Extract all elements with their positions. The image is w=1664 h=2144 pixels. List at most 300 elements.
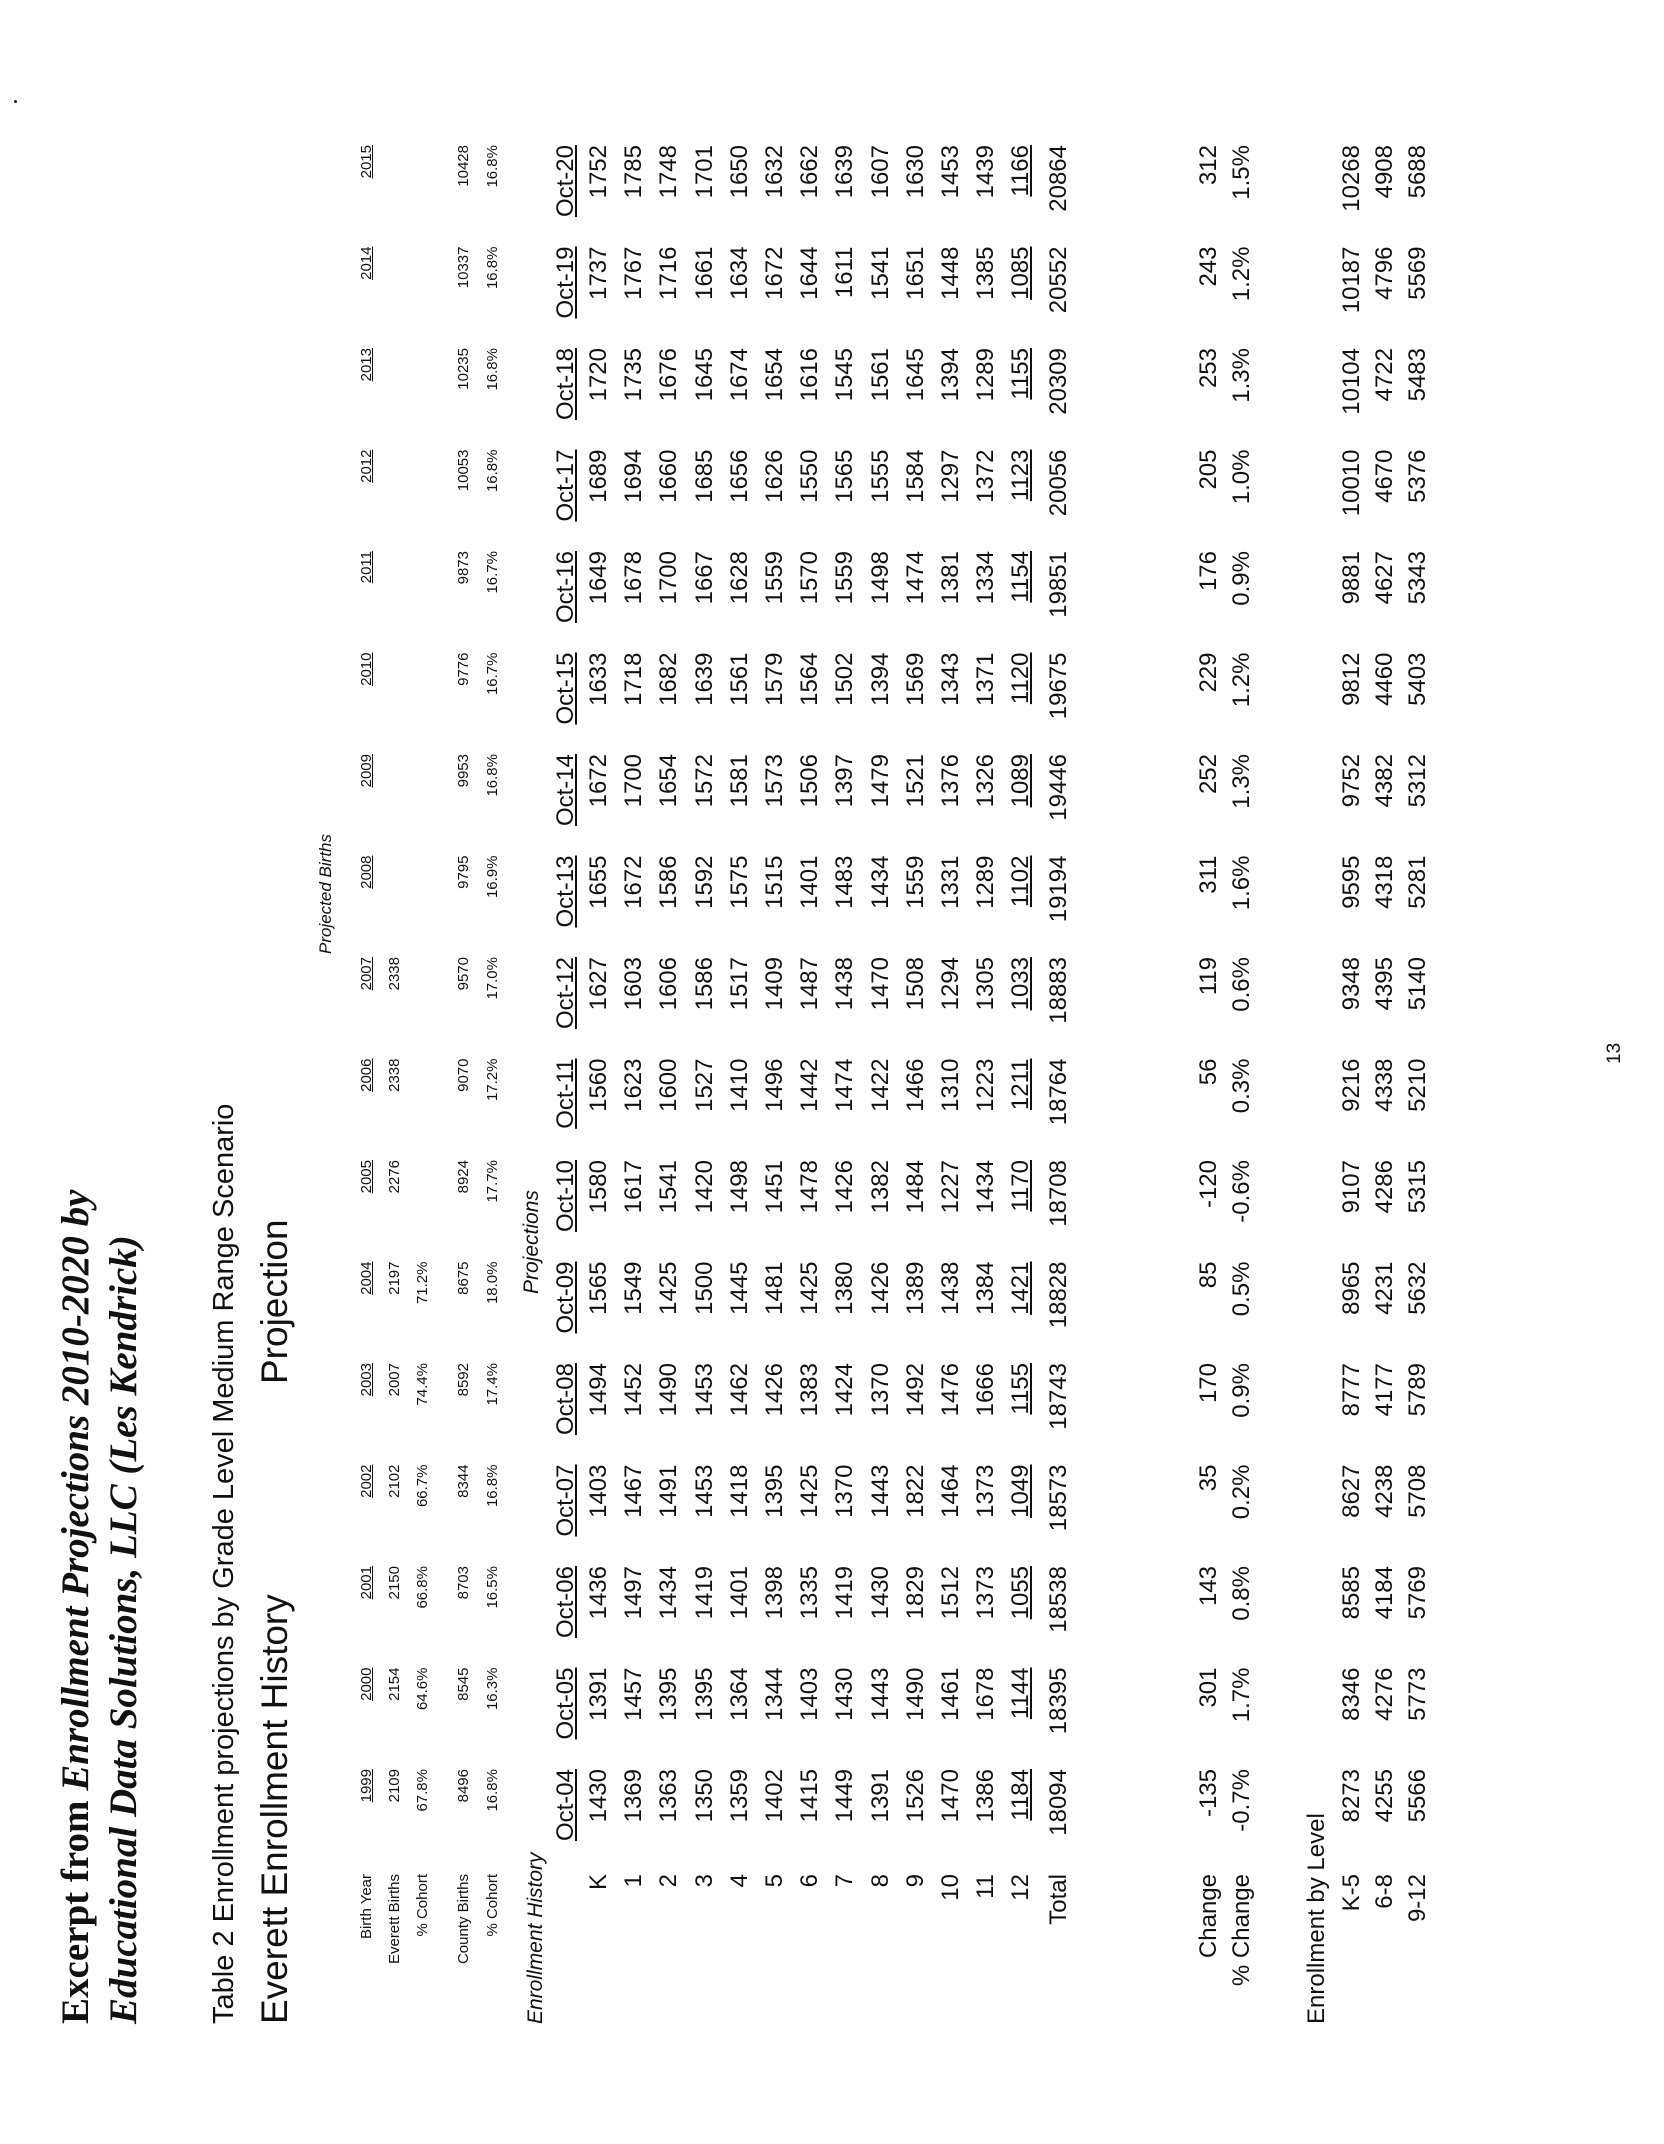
projection-heading: Projection (254, 1219, 295, 1384)
grade-row-cell: 1380 (831, 1261, 859, 1315)
grade-row-cell: 1335 (796, 1566, 824, 1620)
grade-row-cell: 1401 (796, 855, 824, 909)
grade-row-cell: 1606 (655, 957, 683, 1011)
grade-row-label: 2 (655, 1874, 683, 1888)
enrollment-columns-row-cell: Oct-11 (552, 1058, 579, 1129)
grade-row-cell: 1490 (655, 1363, 683, 1417)
grade-row-cell: 1461 (937, 1667, 964, 1721)
grade-row-cell: 1575 (725, 855, 753, 909)
grade-row-cell: 1623 (620, 1058, 648, 1112)
grade-row-cell: 1700 (620, 754, 648, 808)
grade-row-cell: 1748 (655, 145, 683, 199)
level-row-cell: 5210 (1404, 1058, 1431, 1112)
grade-row-cell: 1627 (585, 957, 612, 1011)
level-row-cell: 4627 (1371, 551, 1398, 605)
grade-row-cell: 1561 (725, 652, 753, 706)
grade-row-cell: 1483 (831, 855, 859, 909)
change-row-cell: 56 (1195, 1058, 1222, 1086)
grade-row-cell: 1439 (972, 145, 1000, 199)
grade-row-cell: 1344 (761, 1667, 788, 1721)
grade-row-cell: 1474 (831, 1058, 859, 1112)
county-cohort-row-cell: 16.9% (484, 855, 501, 899)
grade-row-cell: 1718 (620, 652, 648, 706)
change-row-label: Change (1195, 1874, 1222, 1959)
grade-row-cell: 1449 (831, 1769, 859, 1823)
grade-row-cell: 1401 (725, 1566, 753, 1620)
grade-row-cell: 1443 (866, 1464, 894, 1518)
grade-row-cell: 1438 (937, 1261, 964, 1315)
level-row-cell: 5343 (1404, 551, 1431, 605)
level-row-label: K-5 (1338, 1874, 1365, 1912)
enrollment-columns-row-cell: Oct-05 (552, 1667, 579, 1740)
change-row-cell: 143 (1195, 1566, 1222, 1607)
everett-cohort-row-cell: 74.4% (414, 1363, 431, 1406)
grade-row-cell: 1685 (690, 449, 718, 503)
change-row-cell: 253 (1195, 348, 1222, 389)
level-row-cell: 10187 (1338, 246, 1365, 314)
grade-row-cell: 1415 (796, 1769, 824, 1823)
grade-row-cell: 1639 (831, 145, 859, 199)
grade-row-label: 6 (796, 1874, 824, 1888)
county-births-row-cell: 8924 (455, 1160, 472, 1194)
grade-row-cell: 1425 (796, 1464, 824, 1518)
level-row-cell: 4908 (1371, 145, 1398, 199)
everett-births-row-cell: 2102 (386, 1464, 403, 1498)
grade-row-cell: 1500 (690, 1261, 718, 1315)
pct-change-row-cell: -0.6% (1228, 1160, 1255, 1223)
grade-row-cell: 1102 (1007, 855, 1035, 908)
level-row-cell: 5281 (1404, 855, 1431, 909)
level-row-cell: 4338 (1371, 1058, 1398, 1112)
grade-row-cell: 1410 (725, 1058, 753, 1112)
excerpt-prefix: Excerpt from (54, 1790, 97, 2024)
level-row-cell: 4255 (1371, 1769, 1398, 1823)
grade-row-cell: 1403 (585, 1464, 612, 1518)
grade-row-cell: 1654 (655, 754, 683, 808)
grade-row-cell: 1448 (937, 246, 964, 300)
grade-row-cell: 1555 (866, 449, 894, 503)
grade-row-cell: 1822 (901, 1464, 929, 1518)
grade-row-cell: 1676 (655, 348, 683, 402)
grade-row-cell: 1502 (831, 652, 859, 706)
grade-row-cell: 1603 (620, 957, 648, 1011)
grade-row-cell: 1617 (620, 1160, 648, 1214)
grade-row-cell: 1678 (620, 551, 648, 605)
change-row-cell: 35 (1195, 1464, 1222, 1492)
level-row-cell: 9348 (1338, 957, 1365, 1011)
county-births-row-label: County Births (455, 1874, 472, 1965)
grade-row-label: 7 (831, 1874, 859, 1888)
grade-row-cell: 1434 (866, 855, 894, 909)
grade-row-cell: 1672 (761, 246, 788, 300)
grade-row-cell: 1372 (972, 449, 1000, 503)
grade-row-label: 8 (866, 1874, 894, 1888)
change-row-cell: 170 (1195, 1363, 1222, 1404)
grade-row-cell: 1227 (937, 1160, 964, 1214)
grade-row-cell: 1466 (901, 1058, 929, 1112)
pct-change-row-cell: 0.6% (1228, 957, 1255, 1012)
total-row-cell: 19446 (1045, 754, 1072, 821)
pct-change-row-cell: 0.9% (1228, 1363, 1255, 1418)
grade-row-cell: 1373 (972, 1464, 1000, 1518)
county-cohort-row-cell: 16.8% (484, 348, 501, 391)
grade-row-cell: 1476 (937, 1363, 964, 1417)
total-row-cell: 19851 (1045, 551, 1072, 618)
level-row-cell: 5688 (1404, 145, 1431, 199)
level-row-cell: 9881 (1338, 551, 1365, 605)
everett-births-row-cell: 2338 (386, 1058, 403, 1092)
enrollment-columns-row-cell: Oct-09 (552, 1261, 579, 1334)
level-row-cell: 5315 (1404, 1160, 1431, 1214)
level-row-cell: 8965 (1338, 1261, 1365, 1315)
grade-row-cell: 1384 (972, 1261, 1000, 1315)
pct-change-row-cell: 1.2% (1228, 246, 1255, 302)
grade-row-cell: 1403 (796, 1667, 824, 1721)
enrollment-columns-row-cell: Oct-06 (552, 1566, 579, 1639)
grade-row-cell: 1570 (796, 551, 824, 605)
grade-row-cell: 1498 (725, 1160, 753, 1214)
county-cohort-row-label: % Cohort (484, 1874, 501, 1937)
grade-row-cell: 1381 (937, 551, 964, 605)
level-row-cell: 8346 (1338, 1667, 1365, 1721)
grade-row-cell: 1586 (655, 855, 683, 909)
grade-row-cell: 1674 (725, 348, 753, 402)
grade-row-label: 11 (972, 1874, 1000, 1899)
grade-row-cell: 1521 (901, 754, 929, 808)
grade-row-cell: 1184 (1007, 1769, 1035, 1821)
change-row-cell: 243 (1195, 246, 1222, 287)
grade-row-cell: 1607 (866, 145, 894, 199)
grade-row-cell: 1573 (761, 754, 788, 808)
grade-row-cell: 1359 (725, 1769, 753, 1823)
county-births-row-cell: 8545 (455, 1667, 472, 1701)
everett-cohort-row-cell: 64.6% (414, 1667, 431, 1711)
level-row-cell: 4395 (1371, 957, 1398, 1011)
grade-row-cell: 1385 (972, 246, 1000, 300)
total-row-cell: 20864 (1045, 145, 1072, 212)
grade-row-cell: 1453 (690, 1464, 718, 1518)
total-row-label: Total (1045, 1874, 1072, 1925)
grade-row-cell: 1395 (690, 1667, 718, 1721)
grade-row-cell: 1049 (1007, 1464, 1035, 1518)
county-cohort-row-cell: 17.2% (484, 1058, 501, 1102)
grade-row-cell: 1434 (972, 1160, 1000, 1214)
grade-row-cell: 1616 (796, 348, 824, 402)
enrollment-columns-row-cell: Oct-17 (552, 449, 579, 522)
grade-row-cell: 1334 (972, 551, 1000, 605)
total-row-cell: 20056 (1045, 449, 1072, 517)
everett-births-row-cell: 2154 (386, 1667, 403, 1701)
grade-row-cell: 1655 (585, 855, 612, 909)
pct-change-row-cell: -0.7% (1228, 1769, 1255, 1832)
grade-row-cell: 1506 (796, 754, 824, 808)
grade-row-cell: 1170 (1007, 1160, 1035, 1212)
grade-row-cell: 1430 (866, 1566, 894, 1620)
grade-row-cell: 1383 (796, 1363, 824, 1417)
grade-row-cell: 1645 (690, 348, 718, 402)
grade-row-cell: 1402 (761, 1769, 788, 1823)
level-row-cell: 9595 (1338, 855, 1365, 909)
grade-row-cell: 1785 (620, 145, 648, 199)
grade-row-cell: 1453 (690, 1363, 718, 1417)
birth-year-row-cell: 2011 (358, 551, 375, 584)
everett-cohort-row-cell: 71.2% (414, 1261, 431, 1305)
grade-row-cell: 1639 (690, 652, 718, 706)
grade-row-label: 10 (937, 1874, 964, 1901)
grade-row-cell: 1223 (972, 1058, 1000, 1112)
level-row-cell: 10268 (1338, 145, 1365, 212)
enrollment-columns-row-cell: Oct-15 (552, 652, 579, 725)
grade-row-cell: 1155 (1007, 1363, 1035, 1415)
level-row-cell: 10010 (1338, 449, 1365, 517)
grade-row-cell: 1767 (620, 246, 648, 300)
grade-row-cell: 1549 (620, 1261, 648, 1315)
grade-row-cell: 1464 (937, 1464, 964, 1518)
grade-row-cell: 1645 (901, 348, 929, 402)
pct-change-row-cell: 0.2% (1228, 1464, 1255, 1520)
grade-row-cell: 1565 (831, 449, 859, 503)
enrollment-columns-row-cell: Oct-10 (552, 1160, 579, 1233)
grade-row-cell: 1508 (901, 957, 929, 1011)
change-row-cell: 176 (1195, 551, 1222, 592)
grade-row-cell: 1289 (972, 348, 1000, 402)
everett-births-row-cell: 2276 (386, 1160, 403, 1194)
level-row-cell: 4382 (1371, 754, 1398, 808)
grade-row-cell: 1579 (761, 652, 788, 706)
level-row-cell: 5708 (1404, 1464, 1431, 1518)
birth-year-row-cell: 2001 (358, 1566, 375, 1600)
grade-row-cell: 1451 (761, 1160, 788, 1214)
birth-year-row-cell: 2007 (358, 957, 375, 991)
county-cohort-row-cell: 17.7% (484, 1160, 501, 1203)
grade-row-cell: 1470 (937, 1769, 964, 1823)
birth-year-row-cell: 2010 (358, 652, 375, 686)
pct-change-row-cell: 1.7% (1228, 1667, 1255, 1723)
grade-row-cell: 1559 (831, 551, 859, 605)
grade-row-cell: 1055 (1007, 1566, 1035, 1620)
grade-row-cell: 1425 (655, 1261, 683, 1315)
county-births-row-cell: 10053 (455, 449, 472, 492)
grade-row-cell: 1700 (655, 551, 683, 605)
level-row-cell: 5140 (1404, 957, 1431, 1011)
grade-row-cell: 1491 (655, 1464, 683, 1518)
grade-row-cell: 1561 (866, 348, 894, 402)
grade-row-cell: 1371 (972, 652, 1000, 706)
level-row-cell: 4722 (1371, 348, 1398, 402)
change-row-cell: -120 (1195, 1160, 1222, 1209)
pct-change-row-cell: 1.3% (1228, 754, 1255, 809)
birth-year-row-cell: 1999 (358, 1769, 375, 1803)
county-births-row-cell: 8344 (455, 1464, 472, 1498)
grade-row-cell: 1421 (1007, 1261, 1035, 1315)
level-row-cell: 8585 (1338, 1566, 1365, 1620)
grade-row-cell: 1426 (761, 1363, 788, 1417)
level-row-cell: 4231 (1371, 1261, 1398, 1315)
grade-row-cell: 1462 (725, 1363, 753, 1417)
grade-row-cell: 1474 (901, 551, 929, 605)
grade-row-cell: 1085 (1007, 246, 1035, 300)
grade-row-cell: 1310 (937, 1058, 964, 1112)
grade-row-cell: 1425 (796, 1261, 824, 1315)
grade-row-cell: 1559 (901, 855, 929, 909)
change-row-cell: 312 (1195, 145, 1222, 186)
grade-row-cell: 1560 (585, 1058, 612, 1112)
grade-row-cell: 1565 (585, 1261, 612, 1315)
birth-year-row-cell: 2004 (358, 1261, 375, 1295)
grade-row-cell: 1496 (761, 1058, 788, 1112)
everett-cohort-row-label: % Cohort (414, 1874, 431, 1937)
grade-row-cell: 1656 (725, 449, 753, 503)
county-cohort-row-cell: 16.8% (484, 145, 501, 188)
county-births-row-cell: 10337 (455, 246, 472, 289)
excerpt-title-line2: Educational Data Solutions, LLC (Les Kendrick) (102, 1235, 145, 2024)
county-cohort-row-cell: 17.0% (484, 957, 501, 1000)
grade-row-cell: 1634 (725, 246, 753, 300)
grade-row-cell: 1667 (690, 551, 718, 605)
birth-year-row-cell: 2000 (358, 1667, 375, 1701)
grade-row-cell: 1420 (690, 1160, 718, 1214)
grade-row-cell: 1735 (620, 348, 648, 402)
grade-row-cell: 1672 (585, 754, 612, 808)
grade-row-cell: 1424 (831, 1363, 859, 1417)
grade-row-cell: 1305 (972, 957, 1000, 1011)
county-cohort-row-cell: 17.4% (484, 1363, 501, 1406)
grade-row-cell: 1370 (831, 1464, 859, 1518)
county-cohort-row-cell: 16.8% (484, 449, 501, 493)
total-row-cell: 18094 (1045, 1769, 1072, 1836)
everett-cohort-row-cell: 66.7% (414, 1464, 431, 1508)
grade-row-cell: 1467 (620, 1464, 648, 1518)
grade-row-cell: 1391 (585, 1667, 612, 1721)
grade-row-cell: 1363 (655, 1769, 683, 1823)
level-row-cell: 5566 (1404, 1769, 1431, 1823)
projections-label: Projections (520, 1190, 543, 1294)
change-row-cell: 301 (1195, 1667, 1222, 1708)
grade-row-cell: 1443 (866, 1667, 894, 1721)
grade-row-cell: 1626 (761, 449, 788, 503)
everett-cohort-row-cell: 67.8% (414, 1769, 431, 1812)
pct-change-row-cell: 0.9% (1228, 551, 1255, 606)
table-caption: Table 2 Enrollment projections by Grade Level Medium Range Scenario (208, 1103, 240, 2024)
grade-row-cell: 1478 (796, 1160, 824, 1214)
county-births-row-cell: 9570 (455, 957, 472, 991)
grade-row-cell: 1364 (725, 1667, 753, 1721)
grade-row-cell: 1586 (690, 957, 718, 1011)
total-row-cell: 18764 (1045, 1058, 1072, 1126)
level-row-cell: 4238 (1371, 1464, 1398, 1518)
county-births-row-cell: 9070 (455, 1058, 472, 1092)
level-row-cell: 4177 (1371, 1363, 1398, 1417)
grade-row-cell: 1479 (866, 754, 894, 808)
grade-row-cell: 1661 (690, 246, 718, 300)
everett-births-row-cell: 2109 (386, 1769, 403, 1803)
grade-row-cell: 1737 (585, 246, 612, 300)
grade-row-cell: 1720 (585, 348, 612, 402)
grade-row-cell: 1630 (901, 145, 929, 199)
level-row-cell: 5773 (1404, 1667, 1431, 1721)
enrollment-columns-row-cell: Oct-12 (552, 957, 579, 1030)
grade-row-cell: 1394 (937, 348, 964, 402)
grade-row-cell: 1633 (585, 652, 612, 706)
pct-change-row-cell: 0.5% (1228, 1261, 1255, 1317)
county-births-row-cell: 9795 (455, 855, 472, 889)
county-cohort-row-cell: 16.3% (484, 1667, 501, 1711)
county-births-row-cell: 9776 (455, 652, 472, 686)
everett-births-row-cell: 2197 (386, 1261, 403, 1295)
grade-row-cell: 1343 (937, 652, 964, 706)
grade-row-cell: 1397 (831, 754, 859, 808)
total-row-cell: 18708 (1045, 1160, 1072, 1227)
pct-change-row-cell: 1.5% (1228, 145, 1255, 200)
grade-row-cell: 1650 (725, 145, 753, 199)
grade-row-cell: 1492 (901, 1363, 929, 1417)
grade-row-cell: 1419 (831, 1566, 859, 1620)
grade-row-label: 5 (761, 1874, 788, 1888)
grade-row-cell: 1481 (761, 1261, 788, 1315)
everett-births-row-cell: 2338 (386, 957, 403, 991)
everett-births-row-label: Everett Births (386, 1874, 403, 1965)
birth-year-row-cell: 2008 (358, 855, 375, 889)
level-row-label: 9-12 (1404, 1874, 1431, 1923)
grade-row-cell: 1689 (585, 449, 612, 503)
grade-row-cell: 1426 (866, 1261, 894, 1315)
grade-row-cell: 1527 (690, 1058, 718, 1112)
grade-row-cell: 1395 (761, 1464, 788, 1518)
birth-year-row-cell: 2012 (358, 449, 375, 483)
grade-row-cell: 1678 (972, 1667, 1000, 1721)
county-cohort-row-cell: 18.0% (484, 1261, 501, 1305)
grade-row-cell: 1395 (655, 1667, 683, 1721)
grade-row-cell: 1370 (866, 1363, 894, 1417)
grade-row-cell: 1497 (620, 1566, 648, 1620)
change-row-cell: 85 (1195, 1261, 1222, 1289)
enrollment-columns-row-cell: Oct-13 (552, 855, 579, 928)
grade-row-cell: 1484 (901, 1160, 929, 1214)
total-row-cell: 20309 (1045, 348, 1072, 415)
projected-births-label: Projected Births (316, 834, 335, 954)
level-row-cell: 5632 (1404, 1261, 1431, 1315)
level-row-cell: 8627 (1338, 1464, 1365, 1518)
grade-row-cell: 1541 (655, 1160, 683, 1214)
grade-row-cell: 1584 (901, 449, 929, 503)
grade-row-cell: 1394 (866, 652, 894, 706)
grade-row-cell: 1442 (796, 1058, 824, 1112)
birth-year-row-cell: 2014 (358, 246, 375, 280)
enrollment-history-label: Enrollment History (524, 1852, 547, 2024)
grade-row-cell: 1701 (690, 145, 718, 199)
total-row-cell: 18538 (1045, 1566, 1072, 1633)
everett-births-row-cell: 2150 (386, 1566, 403, 1600)
grade-row-cell: 1123 (1007, 449, 1035, 502)
total-row-cell: 20552 (1045, 246, 1072, 314)
grade-row-cell: 1369 (620, 1769, 648, 1823)
grade-row-cell: 1422 (866, 1058, 894, 1112)
county-cohort-row-cell: 16.8% (484, 246, 501, 290)
everett-cohort-row-cell: 66.8% (414, 1566, 431, 1609)
level-row-cell: 4184 (1371, 1566, 1398, 1620)
change-row-cell: 229 (1195, 652, 1222, 693)
grade-row-cell: 1526 (901, 1769, 929, 1823)
enrollment-columns-row-cell: Oct-08 (552, 1363, 579, 1436)
birth-year-row-label: Birth Year (358, 1874, 375, 1940)
birth-year-row-cell: 2013 (358, 348, 375, 382)
county-births-row-cell: 10428 (455, 145, 472, 187)
grade-row-cell: 1419 (690, 1566, 718, 1620)
grade-row-cell: 1672 (620, 855, 648, 909)
level-heading: Enrollment by Level (1303, 1813, 1330, 2024)
enrollment-columns-row-cell: Oct-14 (552, 754, 579, 827)
grade-row-cell: 1569 (901, 652, 929, 706)
